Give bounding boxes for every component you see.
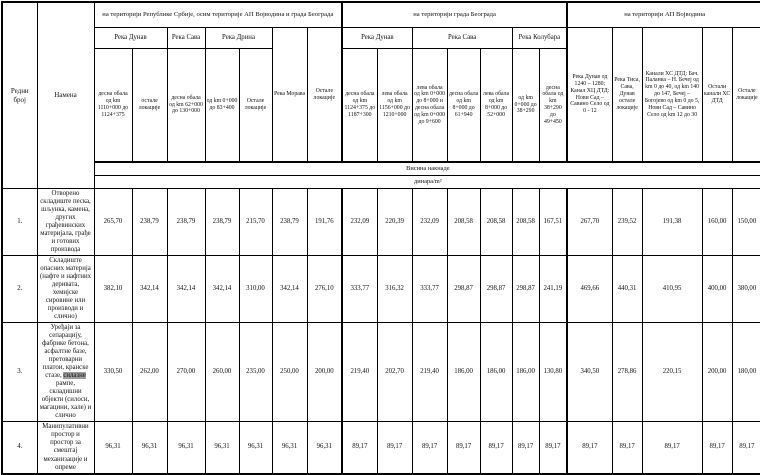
value-cell: 89,17 [642, 422, 702, 474]
value-cell: 89,17 [480, 422, 512, 474]
col-header-dunav-ostale: остале локације [132, 49, 167, 163]
namena-text: рампе, складишни објекти (силоси, магацини, хале) и слично [39, 380, 92, 420]
value-cell: 333,77 [412, 256, 447, 323]
value-cell: 96,31 [205, 422, 239, 474]
col-header-bg-sava-leva-desna: лева обала од km 0+000 до 8+000 и десна обала од km 0+000 до 9+600 [412, 49, 447, 163]
value-cell: 270,00 [167, 323, 205, 422]
river-header-kolubara-beograd: Река Колубара [512, 28, 567, 49]
value-cell: 96,31 [239, 422, 272, 474]
river-header-sava-beograd: Река Сава [412, 28, 512, 49]
value-cell: 220,39 [377, 189, 412, 256]
value-cell: 89,17 [512, 422, 539, 474]
value-cell: 89,17 [539, 422, 567, 474]
col-header-sava-obala: десна обала од km 62+000 до 130+000 [167, 49, 205, 163]
value-cell: 278,86 [612, 323, 642, 422]
col-header-redni-broj: Редни број [2, 2, 37, 189]
value-cell: 469,66 [567, 256, 612, 323]
value-cell: 186,00 [480, 323, 512, 422]
col-header-namena: Намена [37, 2, 94, 189]
value-cell: 89,17 [732, 422, 760, 474]
river-header-drina-serbia: Река Дрина [205, 28, 272, 49]
value-cell: 298,87 [447, 256, 480, 323]
value-cell: 219,40 [342, 323, 377, 422]
col-header-vojvodina-tisa-sava-dunav: Река Тиса, Сава, Дунав остале локације [612, 28, 642, 163]
col-header-drina-km: од km 0+000 до 83+400 [205, 49, 239, 163]
value-cell: 89,17 [377, 422, 412, 474]
value-cell: 342,14 [272, 256, 307, 323]
value-cell: 267,70 [567, 189, 612, 256]
value-cell: 215,70 [239, 189, 272, 256]
value-cell: 89,17 [702, 422, 732, 474]
value-cell: 333,77 [342, 256, 377, 323]
value-cell: 238,79 [205, 189, 239, 256]
river-header-sava-serbia: Река Сава [167, 28, 205, 49]
river-header-dunav-beograd: Река Дунав [342, 28, 412, 49]
value-cell: 342,14 [167, 256, 205, 323]
value-cell: 186,00 [447, 323, 480, 422]
value-cell: 400,00 [702, 256, 732, 323]
col-header-bg-kolubara-km: од km 0+000 до 38+290 [512, 49, 539, 163]
col-header-vojvodina-kanali-hs-dtd: Канали ХС ДТД: Бач. Паланка – Н. Бечеј од km 0 до 40, од km 140 до 147, Бечеј – Богојево од km 0 до 5, Нови Сад – Савино Село од km 12 до 30 [642, 28, 702, 163]
value-cell: 238,79 [272, 189, 307, 256]
water-land-fee-table [1, 1, 760, 475]
col-header-bg-sava-desna: десна обала од km 8+000 до 61+940 [447, 49, 480, 163]
row-number: 3. [2, 323, 37, 422]
row-namena: Складиште опасних материја (нафте и нафтних деривата, хемијске сировине или производи и слично) [37, 256, 94, 323]
row-namena [37, 323, 94, 422]
value-cell: 180,00 [732, 323, 760, 422]
value-cell: 208,58 [447, 189, 480, 256]
band-visina-naknade: Висина накнаде [94, 162, 760, 176]
value-cell: 232,09 [342, 189, 377, 256]
value-cell: 202,70 [377, 323, 412, 422]
value-cell: 316,32 [377, 256, 412, 323]
value-cell: 265,70 [94, 189, 132, 256]
value-cell: 150,00 [732, 189, 760, 256]
value-cell: 238,79 [132, 189, 167, 256]
value-cell: 342,14 [205, 256, 239, 323]
value-cell: 89,17 [612, 422, 642, 474]
value-cell: 238,79 [167, 189, 205, 256]
value-cell: 191,38 [642, 189, 702, 256]
value-cell: 340,50 [567, 323, 612, 422]
value-cell: 89,17 [567, 422, 612, 474]
value-cell: 382,10 [94, 256, 132, 323]
value-cell: 276,10 [307, 256, 342, 323]
value-cell: 298,87 [512, 256, 539, 323]
row-number: 2. [2, 256, 37, 323]
col-header-drina-ostale: Остале локације [239, 49, 272, 163]
value-cell: 191,76 [307, 189, 342, 256]
value-cell: 220,15 [642, 323, 702, 422]
band-dinara-m2: динара/m² [94, 176, 760, 189]
value-cell: 440,31 [612, 256, 642, 323]
value-cell: 96,31 [132, 422, 167, 474]
group-header-vojvodina: на територији АП Војводина [567, 2, 760, 28]
value-cell: 410,95 [642, 256, 702, 323]
value-cell: 298,87 [480, 256, 512, 323]
value-cell: 89,17 [342, 422, 377, 474]
value-cell: 235,00 [239, 323, 272, 422]
value-cell: 232,09 [412, 189, 447, 256]
value-cell: 167,51 [539, 189, 567, 256]
row-number: 1. [2, 189, 37, 256]
col-header-vojvodina-dunav-kanal: Река Дунав од 1240 – 1280; Канал ХЦ ДТД: Нови Сад – Савино Село од 0 - 12 [567, 28, 612, 163]
value-cell: 160,00 [702, 189, 732, 256]
value-cell: 200,00 [307, 323, 342, 422]
value-cell: 342,14 [132, 256, 167, 323]
value-cell: 330,50 [94, 323, 132, 422]
col-header-bg-sava-leva: лева обала од km 8+000 до 52+000 [480, 49, 512, 163]
col-header-morava: Река Морава [272, 28, 307, 163]
group-header-serbia: на територији Републике Србије, осим територије АП Војводина и града Београда [94, 2, 342, 28]
value-cell: 262,00 [132, 323, 167, 422]
river-header-dunav-serbia: Река Дунав [94, 28, 167, 49]
row-namena: Манипулативни простор и простор за смештај механизације и опреме [37, 422, 94, 474]
value-cell: 241,19 [539, 256, 567, 323]
value-cell: 200,00 [702, 323, 732, 422]
value-cell: 186,00 [512, 323, 539, 422]
value-cell: 96,31 [272, 422, 307, 474]
value-cell: 380,00 [732, 256, 760, 323]
col-header-bg-dunav-desna: десна обала од km 1124+375 до 1187+300 [342, 49, 377, 163]
value-cell: 96,31 [167, 422, 205, 474]
value-cell: 208,58 [480, 189, 512, 256]
value-cell: 130,80 [539, 323, 567, 422]
col-header-bg-dunav-leva: лева обала од km 1156+000 до 1210+000 [377, 49, 412, 163]
namena-text: Уређаји за сепарацију, фабрике бетона, асфалтне базе, претоварни платои, кранске стазе, [42, 324, 89, 380]
group-header-beograd: на територији града Београда [342, 2, 567, 28]
value-cell: 89,17 [412, 422, 447, 474]
value-cell: 89,17 [447, 422, 480, 474]
value-cell: 310,00 [239, 256, 272, 323]
value-cell: 239,52 [612, 189, 642, 256]
col-header-vojvodina-ostali-kanali: Остали канали ХС ДТД [702, 28, 732, 163]
col-header-dunav-desna-obala: десна обала од km 1110+000 до 1124+375 [94, 49, 132, 163]
col-header-bg-kolubara-desna: десна обала од km 38+290 до 49+450 [539, 49, 567, 163]
value-cell: 250,00 [272, 323, 307, 422]
value-cell: 96,31 [307, 422, 342, 474]
col-header-vojvodina-ostale-lokacije: Остале локације [732, 28, 760, 163]
value-cell: 96,31 [94, 422, 132, 474]
row-namena: Отворено складиште песка, шљунка, камена, других грађевинских материјала, грађе и готових производа [37, 189, 94, 256]
col-header-ostale-serbia: Остале локације [307, 28, 342, 163]
row-number: 4. [2, 422, 37, 474]
namena-highlighted-word: силазне [63, 372, 86, 380]
value-cell: 208,58 [512, 189, 539, 256]
value-cell: 219,40 [412, 323, 447, 422]
value-cell: 260,00 [205, 323, 239, 422]
